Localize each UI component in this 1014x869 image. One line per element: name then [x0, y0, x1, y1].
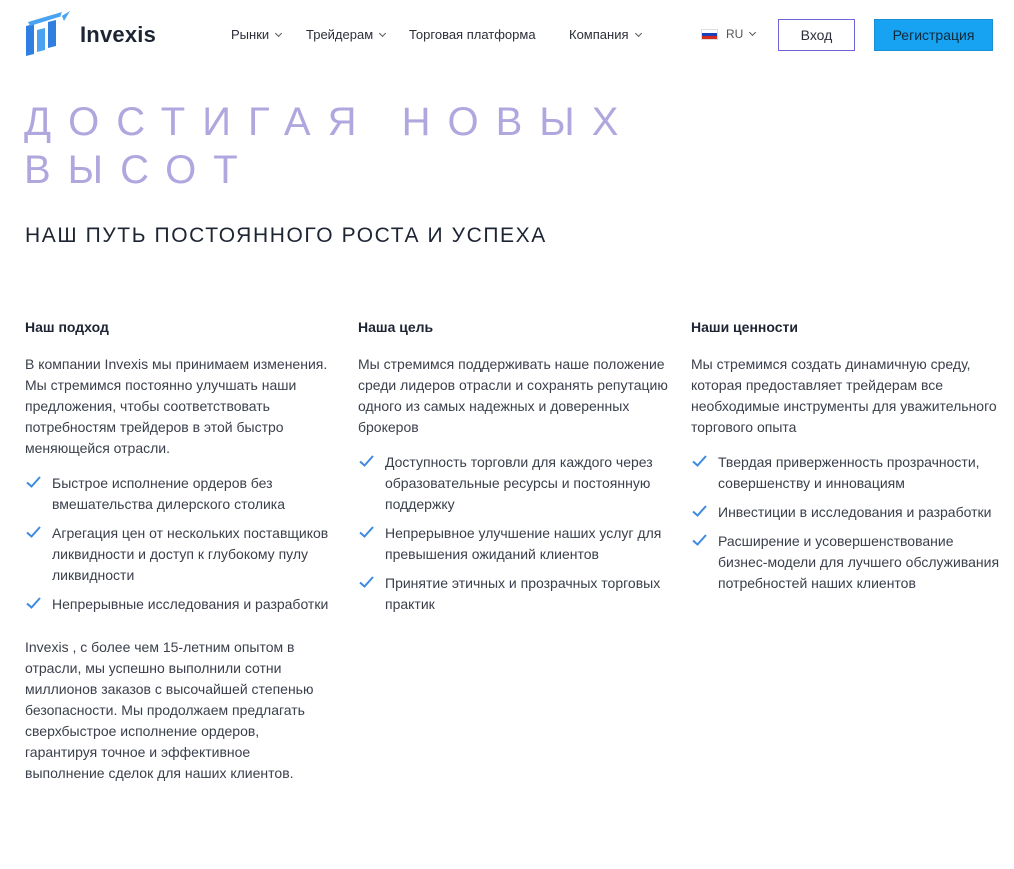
- bullet-text: Непрерывное улучшение наших услуг для превышения ожиданий клиентов: [385, 525, 662, 562]
- check-icon: [692, 455, 707, 467]
- language-selector[interactable]: [701, 27, 755, 41]
- hero-title: ДОСТИГАЯ НОВЫХ ВЫСОТ: [24, 100, 636, 192]
- list-item: [358, 452, 668, 515]
- bullet-list: [25, 473, 335, 615]
- list-item: [358, 573, 668, 615]
- invexis-logo-icon: [24, 10, 72, 60]
- register-button[interactable]: Регистрация: [874, 19, 993, 51]
- nav-markets-label: Рынки: [231, 27, 270, 42]
- list-item: [25, 473, 335, 515]
- bullet-text: Твердая приверженность прозрачности, совершенству и инновациям: [718, 454, 980, 491]
- brand-name: Invexis: [80, 22, 157, 47]
- chevron-down-icon: [749, 29, 756, 36]
- check-icon: [692, 505, 707, 517]
- check-icon: [359, 576, 374, 588]
- nav-traders[interactable]: [306, 27, 385, 42]
- nav-company-label: Компания: [569, 27, 629, 42]
- bullet-text: Принятие этичных и прозрачных торговых практик: [385, 575, 661, 612]
- list-item: [691, 452, 1001, 494]
- list-item: [358, 523, 668, 565]
- nav-traders-label: Трейдерам: [306, 27, 374, 42]
- chevron-down-icon: [634, 29, 641, 36]
- login-button[interactable]: Вход: [778, 19, 855, 51]
- logo[interactable]: [24, 10, 156, 60]
- check-icon: [359, 526, 374, 538]
- list-item: [25, 523, 335, 586]
- column-outro: Invexis , с более чем 15-летним опытом в отрасли, мы успешно выполнили сотни миллионов заказов с высочайшей степенью безопасности. Мы продолжаем предлагать сверхбыстрое исполнение ордеров, гарантируя точное и эффективное выполнение сделок для наших клиентов.: [25, 639, 314, 781]
- check-icon: [26, 476, 41, 488]
- nav-trading-platform[interactable]: [409, 27, 536, 42]
- bullet-text: Быстрое исполнение ордеров без вмешательства дилерского столика: [52, 475, 286, 512]
- column-goal: [358, 318, 668, 623]
- column-heading: Наша цель: [358, 319, 434, 335]
- check-icon: [26, 526, 41, 538]
- column-heading: Наши ценности: [691, 319, 798, 335]
- column-values: [691, 318, 1001, 602]
- bullet-text: Агрегация цен от нескольких поставщиков ликвидности и доступ к глубокому пулу ликвидности: [52, 525, 329, 583]
- site-header: [0, 0, 1014, 72]
- column-intro: В компании Invexis мы принимаем изменения. Мы стремимся постоянно улучшать наши предложения, чтобы соответствовать потребностям трейдеров в этой быстро меняющейся отрасли.: [25, 356, 328, 456]
- check-icon: [26, 597, 41, 609]
- column-intro: Мы стремимся создать динамичную среду, которая предоставляет трейдерам все необходимые инструменты для уважительного торгового опыта: [691, 356, 997, 435]
- list-item: [691, 531, 1001, 594]
- check-icon: [692, 534, 707, 546]
- bullet-list: [358, 452, 668, 615]
- column-approach: [25, 318, 335, 784]
- column-intro: Мы стремимся поддерживать наше положение среди лидеров отрасли и сохранять репутацию одного из самых надежных и доверенных брокеров: [358, 356, 668, 435]
- check-icon: [359, 455, 374, 467]
- nav-markets[interactable]: [231, 27, 281, 42]
- list-item: [25, 594, 335, 615]
- chevron-down-icon: [275, 29, 282, 36]
- bullet-text: Доступность торговли для каждого через образовательные ресурсы и постоянную поддержку: [385, 454, 653, 512]
- chevron-down-icon: [379, 29, 386, 36]
- hero-subtitle: НАШ ПУТЬ ПОСТОЯННОГО РОСТА И УСПЕХА: [25, 224, 547, 247]
- bullet-text: Инвестиции в исследования и разработки: [718, 504, 992, 520]
- bullet-text: Расширение и усовершенствование бизнес-модели для лучшего обслуживания потребностей наших клиентов: [718, 533, 1000, 591]
- russia-flag-icon: [701, 29, 718, 40]
- list-item: [691, 502, 1001, 523]
- nav-trading-platform-label: Торговая платформа: [409, 27, 536, 42]
- bullet-list: [691, 452, 1001, 594]
- language-code: RU: [726, 27, 744, 41]
- bullet-text: Непрерывные исследования и разработки: [52, 596, 329, 612]
- column-heading: Наш подход: [25, 319, 109, 335]
- nav-company[interactable]: [569, 27, 641, 42]
